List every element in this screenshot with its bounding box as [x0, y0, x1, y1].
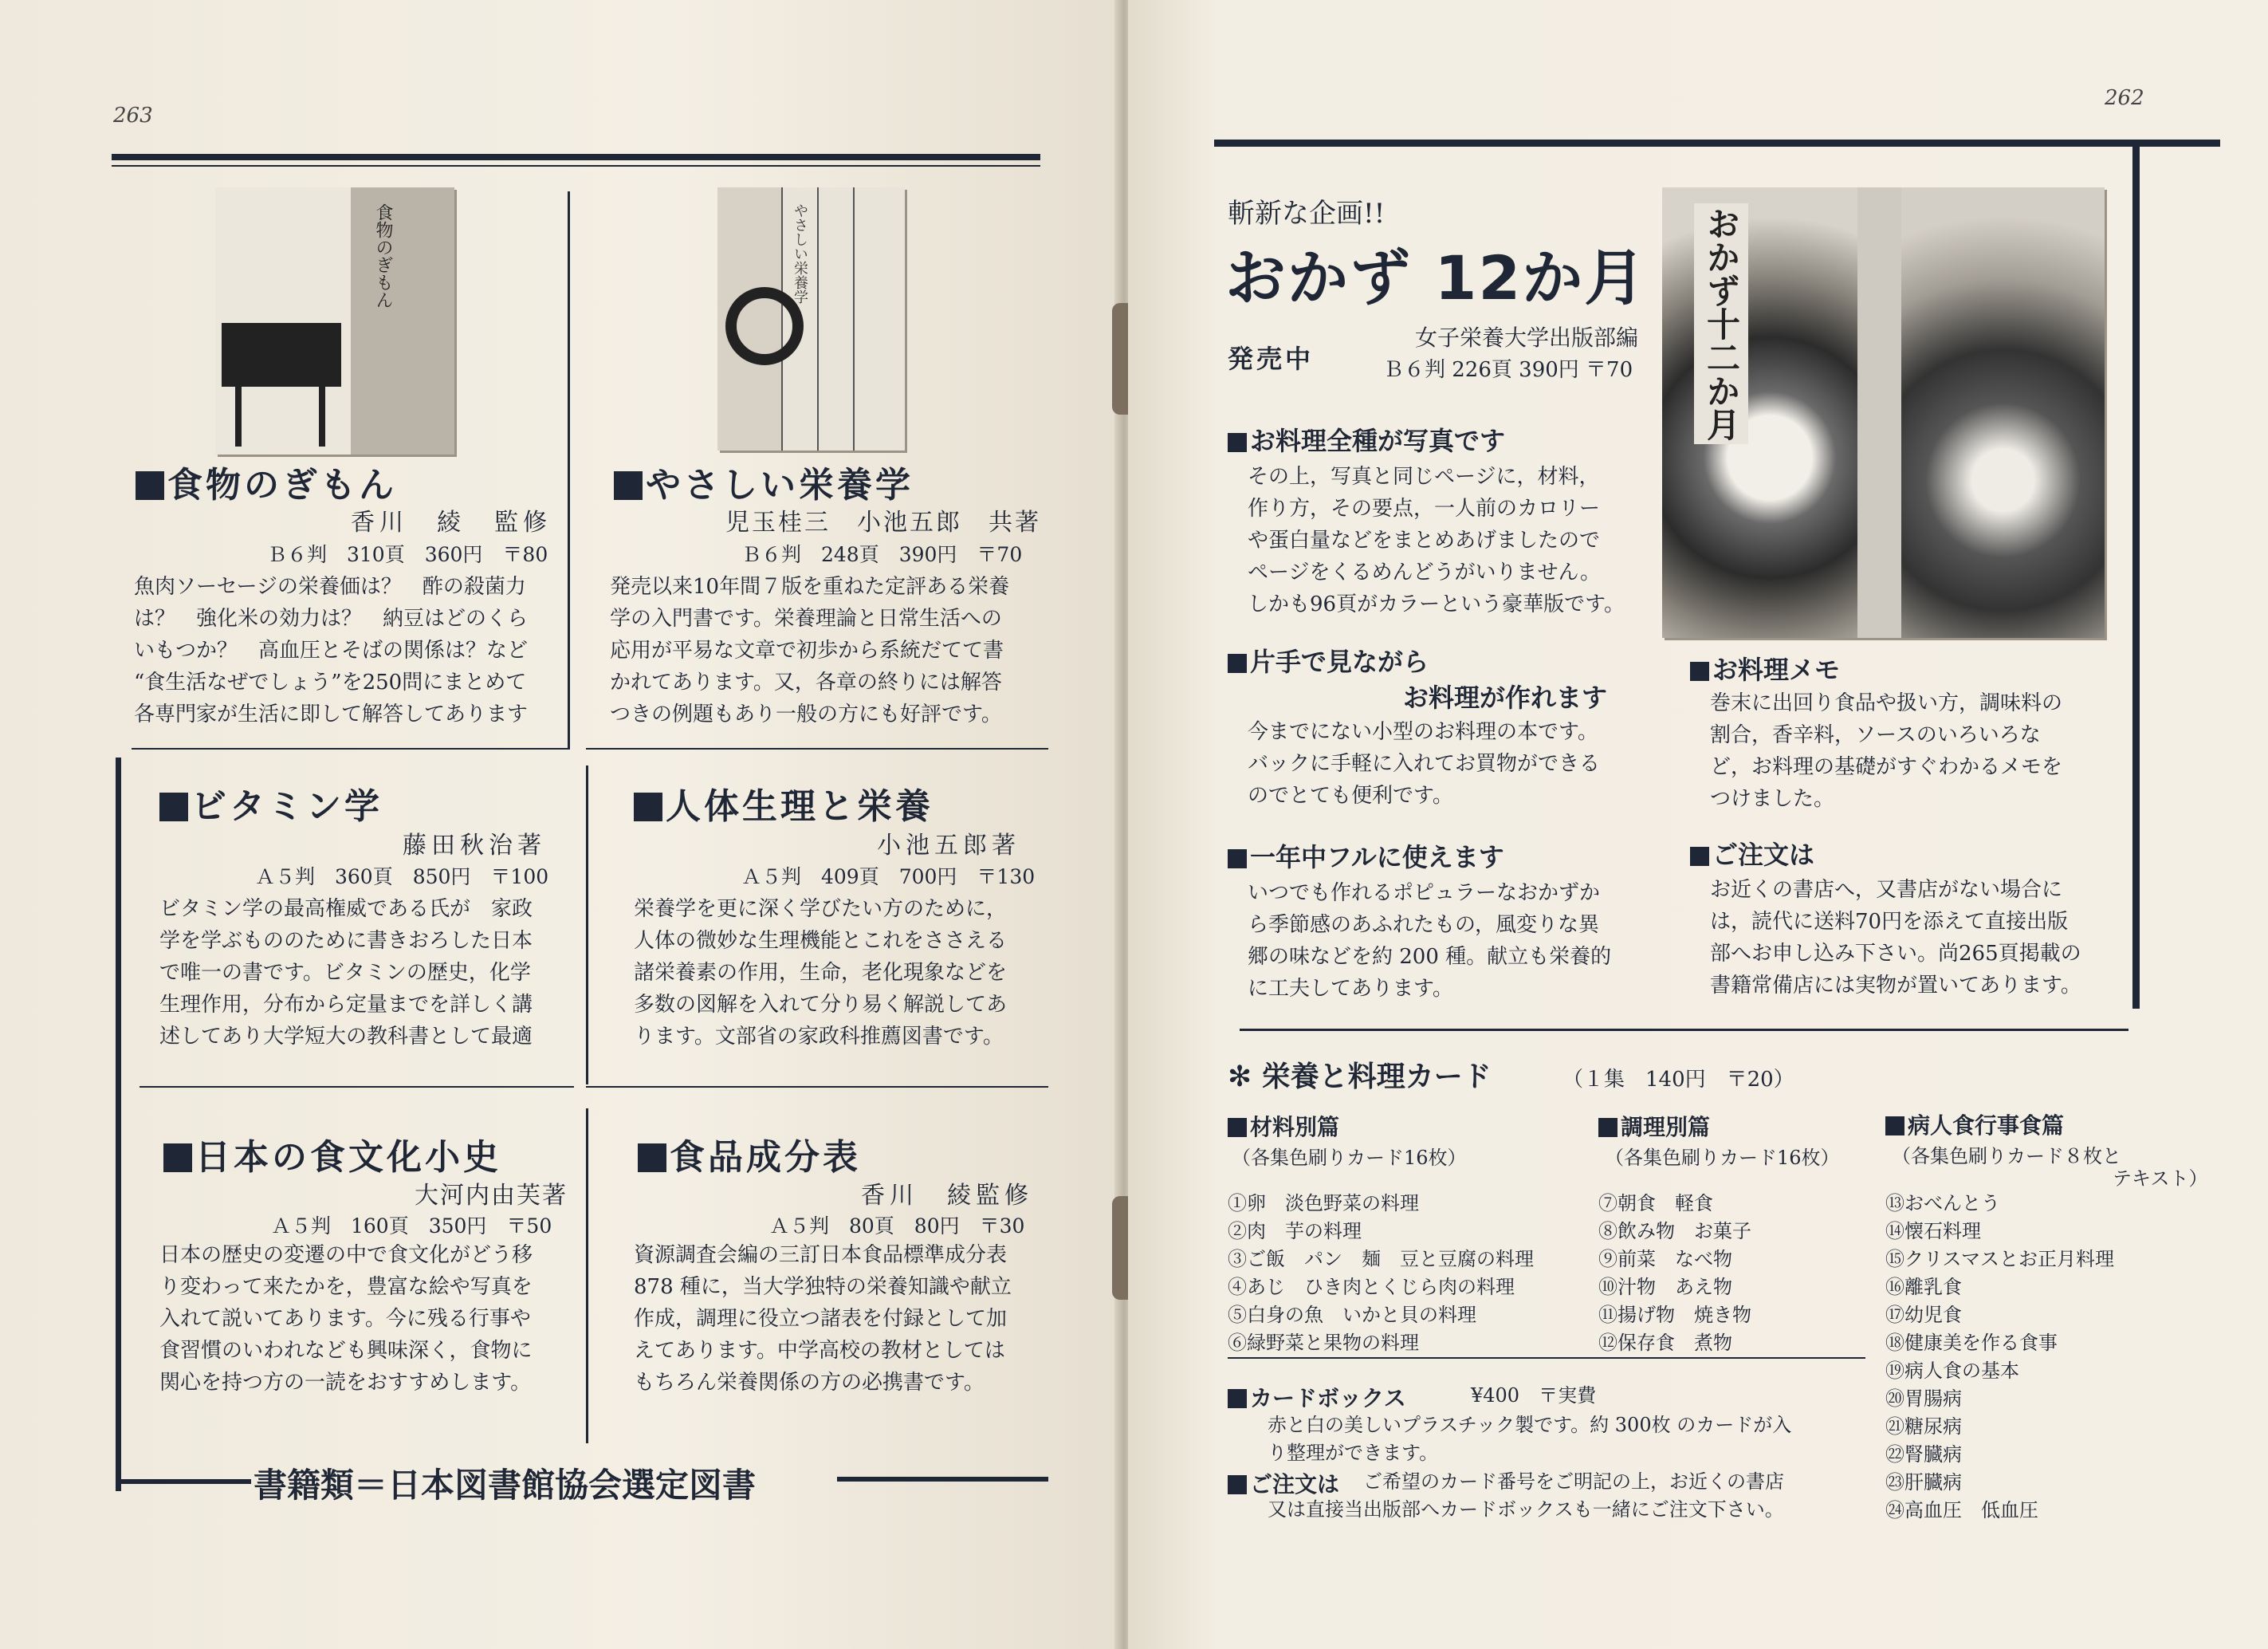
grid-hline	[586, 1086, 1048, 1088]
list-item: ⑳胃腸病	[1885, 1387, 1962, 1410]
memo-heading: お料理メモ	[1690, 650, 1840, 687]
list-item: ⑦朝食 軽食	[1598, 1192, 1713, 1214]
cards-list	[1228, 1190, 1534, 1357]
list-item: ⑬おべんとう	[1885, 1192, 2000, 1214]
list-item: ⑱健康美を作る食事	[1885, 1332, 2058, 1354]
list-item: ⑭懐石料理	[1885, 1220, 1981, 1242]
grid-hline	[586, 748, 1048, 750]
right-rule	[2132, 140, 2140, 1009]
cardbox-price: ¥400 〒実費	[1471, 1384, 1597, 1407]
list-item: ⑮クリスマスとお正月料理	[1885, 1248, 2115, 1270]
book-author: 香川 綾 監修	[351, 509, 552, 537]
feature-heading-2: お料理が作れます	[1403, 683, 1608, 713]
footer-rule	[837, 1477, 1048, 1482]
cards-list	[1885, 1190, 2114, 1525]
cover-title: やさしい栄養学	[792, 203, 808, 304]
list-item: ③ご飯 パン 麺 豆と豆腐の料理	[1228, 1248, 1534, 1270]
book-title: 日本の食文化小史	[163, 1128, 501, 1179]
top-rule	[112, 154, 1040, 160]
feature-heading: 一年中フルに使えます	[1228, 837, 1504, 874]
list-item: ⑲病人食の基本	[1885, 1360, 2019, 1382]
cards-divider	[1228, 1357, 1865, 1359]
book-cover-image	[717, 187, 905, 451]
list-item: ⑫保存食 煮物	[1598, 1332, 1732, 1354]
footer-caption: 書籍類＝日本図書館協会選定図書	[254, 1466, 757, 1505]
book-description: 資源調査会編の三訂日本食品標準成分表 878 種に，当大学独特の栄養知識や献立 作成，調理に役立つ諸表を付録として加 えてあります。中学高校の教材としては もちろん栄養関係の方の必携書です。	[634, 1243, 1012, 1395]
list-item: ⑩汁物 あえ物	[1598, 1276, 1732, 1298]
mid-rule	[1240, 1029, 2128, 1031]
right-page	[1128, 0, 2268, 1649]
cards-price: （１集 140円 〒20）	[1562, 1068, 1794, 1092]
editor: 女子栄養大学出版部編	[1415, 325, 1639, 351]
list-item: ㉒腎臓病	[1885, 1443, 1962, 1466]
book-description: ビタミン学の最高権威である氏が 家政 学を学ぶもののために書きおろした日本 で唯一の書です。ビタミンの歴史，化学 生理作用，分布から定量までを詳しく講 述してあり大学短大の教科書として最適	[159, 897, 533, 1049]
feature-text: いつでも作れるポピュラーなおかずか ら季節感のあふれたもの，風変りな異 郷の味などを約 200 種。献立も栄養的 に工夫してあります。	[1248, 881, 1612, 1001]
book-author: 香川 綾監修	[861, 1182, 1033, 1210]
list-item: ⑰幼児食	[1885, 1304, 1962, 1326]
order-text: お近くの書店へ，又書店がない場合に は，読代に送料70円を添えて直接出版 部へお申し込み下さい。尚265頁掲載の 書籍常備店には実物が置いてあります。	[1710, 878, 2081, 998]
left-page	[0, 0, 1120, 1649]
book-author: 児玉桂三 小池五郎 共著	[725, 509, 1041, 537]
grid-hline	[140, 1086, 574, 1088]
on-sale-label: 発売中	[1228, 344, 1315, 374]
page-number: 263	[113, 104, 153, 128]
list-item: ⑪揚げ物 焼き物	[1598, 1304, 1751, 1326]
book-spec: Ｂ６判 226頁 390円 〒70	[1383, 358, 1633, 382]
cardbox-heading: カードボックス	[1228, 1381, 1406, 1413]
list-item: ①卵 淡色野菜の料理	[1228, 1192, 1419, 1214]
book-title: 食品成分表	[638, 1128, 861, 1179]
list-item: ④あじ ひき肉とくじら肉の料理	[1228, 1276, 1515, 1298]
cards-column-heading: 材料別篇	[1228, 1110, 1339, 1142]
book-description: 日本の歴史の変遷の中で食文化がどう移 り変わって来たかを，豊富な絵や写真を 入れて説いてあります。今に残る行事や 食習慣のいわれなども興味深く，食物に 関心を持つ方の一読をおすすめします。	[159, 1243, 533, 1395]
top-rule	[1214, 140, 2220, 147]
cover-title: 食物のぎもん	[373, 203, 393, 309]
list-item: ⑯離乳食	[1885, 1276, 1962, 1298]
feature-text: 今までにない小型のお料理の本です。 バックに手軽に入れてお買物ができる のでとても便利です。	[1248, 720, 1601, 808]
cards-column-sub-2: テキスト）	[2113, 1167, 2208, 1190]
memo-text: 巻末に出回り食品や扱い方，調味料の 割合，香辛料，ソースのいろいろな ど，お料理の基礎がすぐわかるメモを つけました。	[1710, 691, 2063, 811]
book-title: ビタミン学	[159, 777, 383, 828]
book-spec: Ｂ６判 248頁 390円 〒70	[741, 543, 1023, 566]
book-spec: Ａ５判 160頁 350円 〒50	[271, 1214, 552, 1238]
tagline: 斬新な企画!!	[1228, 198, 1386, 230]
book-author: 大河内由芙著	[415, 1182, 568, 1210]
top-rule-thin	[112, 165, 1040, 167]
grid-vline	[586, 1108, 588, 1443]
book-description: 魚肉ソーセージの栄養価は？ 酢の殺菌力 は？ 強化米の効力は？ 納豆はどのくら いもつか？ 高血圧とそばの関係は？など “食生活なぜでしょう”を250問にまとめて 各専門家が生活に即して解答してあります	[134, 575, 529, 726]
page-number: 262	[2105, 86, 2144, 110]
book-spec: Ａ５判 409頁 700円 〒130	[741, 865, 1036, 888]
book-cover-image	[215, 187, 454, 455]
headline: おかず 12か月	[1225, 242, 1647, 313]
list-item: ⑤白身の魚 いかと貝の料理	[1228, 1304, 1476, 1326]
cover-title: おかず十二か月	[1694, 203, 1748, 444]
feature-heading: お料理全種が写真です	[1228, 421, 1505, 458]
cardbox-text: 赤と白の美しいプラスチック製です。約 300枚 のカードが入 り整理ができます。	[1268, 1414, 1792, 1464]
book-spec: Ａ５判 80頁 80円 〒30	[769, 1214, 1025, 1238]
cards-column-sub: （各集色刷りカード16枚）	[1232, 1147, 1467, 1169]
book-author: 藤田秋治著	[403, 832, 546, 860]
cards-title: ✻ 栄養と料理カード	[1228, 1061, 1492, 1093]
book-spec: Ａ５判 360頁 850円 〒100	[255, 865, 549, 888]
grid-vline	[586, 765, 588, 1084]
feature-text: その上，写真と同じページに，材料， 作り方，その要点，一人前のカロリー や蛋白量などをまとめあげましたので ページをくるめんどうがいりません。 しかも96頁がカラーという豪華版です。	[1248, 465, 1625, 616]
book-author: 小池五郎著	[877, 832, 1020, 860]
list-item: ㉔高血圧 低血圧	[1885, 1499, 2038, 1521]
grid-hline	[132, 748, 570, 750]
book-title: 人体生理と栄養	[634, 777, 934, 828]
book-description: 栄養学を更に深く学びたい方のために， 人体の微妙な生理機能とこれをささえる 諸栄養素の作用，生命，老化現象などを 多数の図解を入れて分り易く解説してあ ります。文部省の家政科推薦図書です。	[634, 897, 1008, 1049]
cards-column-heading: 調理別篇	[1598, 1110, 1710, 1142]
list-item: ⑥緑野菜と果物の料理	[1228, 1332, 1419, 1354]
book-title: やさしい栄養学	[614, 456, 914, 507]
cards-column-heading: 病人食行事食篇	[1885, 1108, 2064, 1140]
book-description: 発売以来10年間７版を重ねた定評ある栄養 学の入門書です。栄養理論と日常生活への 応用が平易な文章で初歩から系統だてて書 かれてあります。又，各章の終りには解答 つきの例題もあり一般の方にも好評です。	[610, 575, 1010, 726]
footer-rule	[120, 1479, 251, 1484]
cards-column-sub: （各集色刷りカード16枚）	[1605, 1147, 1840, 1169]
order-heading: ご注文は	[1690, 835, 1814, 872]
list-item: ⑧飲み物 お菓子	[1598, 1220, 1751, 1242]
feature-heading: 片手で見ながら	[1228, 642, 1429, 679]
list-item: ㉓肝臓病	[1885, 1471, 1962, 1494]
list-item: ②肉 芋の料理	[1228, 1220, 1362, 1242]
grid-vline	[568, 191, 570, 750]
okazu-cover-image	[1662, 187, 2105, 638]
list-item: ⑨前菜 なべ物	[1598, 1248, 1732, 1270]
left-bracket	[116, 758, 121, 1491]
book-spec: Ｂ６判 310頁 360円 〒80	[267, 543, 548, 566]
cards-order-heading: ご注文は	[1228, 1467, 1339, 1499]
list-item: ㉑糖尿病	[1885, 1415, 1962, 1438]
book-title: 食物のぎもん	[136, 456, 397, 507]
cards-order-text: ご希望のカード番号をご明記の上，お近くの書店 又は直接当出版部へカードボックスも一緒にご注文下さい。	[1268, 1470, 1784, 1521]
cards-column-sub: （各集色刷りカード８枚と	[1892, 1145, 2121, 1167]
cards-list	[1598, 1190, 1751, 1357]
